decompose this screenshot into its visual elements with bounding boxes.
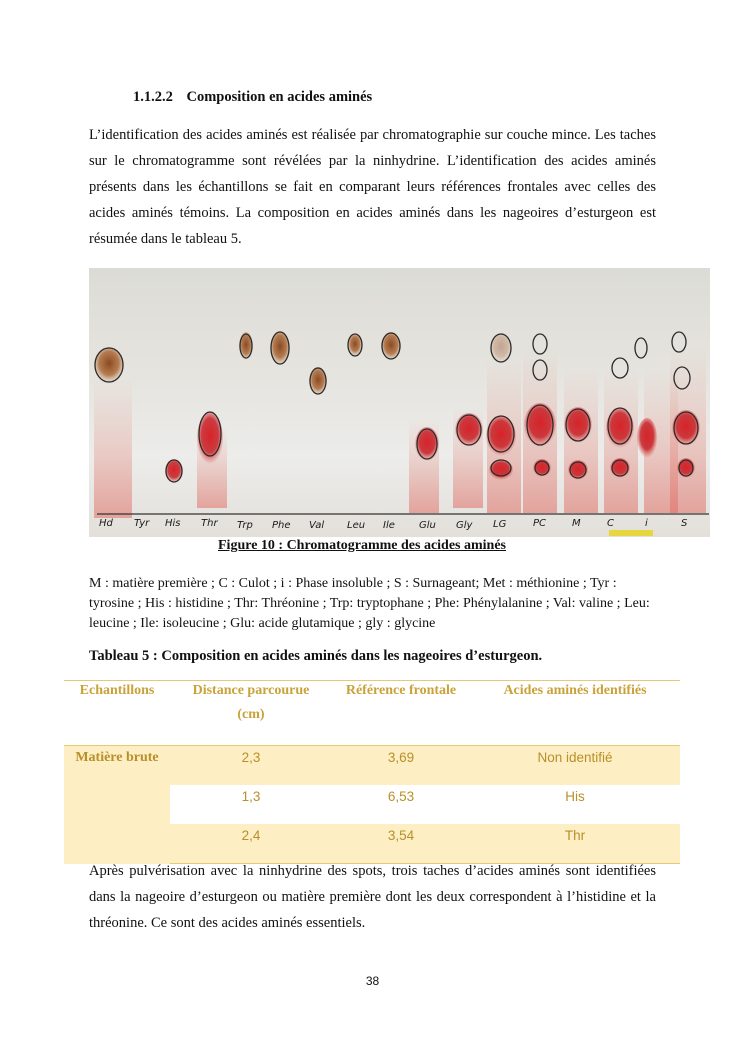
intro-paragraph: L’identification des acides aminés est réalisée par chromatographie sur couche mince. Les taches sur le chromatogramme sont révélées par la ninhydrine. L’identification des acides aminés présents dans les échantillons se fait en comparant leurs références frontales avec celles des acides aminés témoins. La composition en acides aminés dans les nageoires d’esturgeon est résumée dans le tableau 5. [89, 127, 656, 247]
lane-label: S [681, 518, 688, 529]
lane-label: Ile [383, 520, 395, 531]
section-number: 1.1.2.2 [133, 89, 173, 105]
lane-label: LG [493, 519, 507, 530]
lane-label: His [165, 518, 181, 529]
lane-label: Trp [237, 520, 253, 531]
lane-label: Gly [456, 520, 473, 531]
lane-label: Hd [99, 518, 113, 529]
header-amino-acids: Acides aminés identifiés [470, 681, 680, 746]
reference-cell: 6,53 [387, 789, 415, 804]
section-title: Composition en acides aminés [186, 89, 373, 105]
table-header-row [64, 681, 680, 746]
amino-cell: His [565, 789, 585, 804]
lane-label: M [572, 518, 581, 529]
reference-cell: 3,69 [332, 746, 470, 786]
lane-label: Thr [201, 518, 218, 529]
lane-label: Leu [347, 520, 366, 531]
abbreviation-legend: M : matière première ; C : Culot ; i : Phase insoluble ; S : Surnageant; Met : méthionine ; Tyr : tyrosine ; His : histidine ; Thr: Thréonine ; Trp: tryptophane ; Phe: Phénylalanine ; Val: valine ; Leu: leucine ; Ile: isoleucine ; Glu: acide glutamique ; gly : glycine [89, 576, 650, 631]
lane-label: Val [309, 520, 325, 531]
distance-cell: 1,3 [241, 789, 261, 804]
page-number: 38 [365, 974, 380, 988]
figure-caption: Figure 10 : Chromatogramme des acides aminés [218, 538, 506, 553]
lane-label: Phe [272, 520, 291, 531]
amino-acid-table [64, 680, 680, 864]
lane-label: i [645, 518, 648, 529]
lane-label: PC [533, 518, 547, 529]
section-heading [133, 89, 372, 106]
header-distance: Distance parcourue (cm) [170, 681, 332, 746]
table-row [64, 746, 680, 786]
conclusion-paragraph: Après pulvérisation avec la ninhydrine des spots, trois taches d’acides aminés sont identifiées dans la nageoire d’esturgeon ou matière première dont les deux correspondent à l’histidine et la thréonine. Ce sont des acides aminés essentiels. [89, 863, 656, 931]
lane-label: C [607, 518, 614, 529]
table-title: Tableau 5 : Composition en acides aminés dans les nageoires d’esturgeon. [89, 648, 543, 664]
amino-cell: Thr [470, 824, 680, 864]
header-samples: Echantillons [64, 681, 170, 746]
chromatogram-photo [89, 268, 710, 537]
lane-label: Glu [419, 520, 436, 531]
sample-cell: Matière brute [64, 746, 170, 864]
chromatogram-image [89, 268, 710, 537]
distance-cell: 2,4 [170, 824, 332, 864]
header-reference: Référence frontale [332, 681, 470, 746]
distance-cell: 2,3 [170, 746, 332, 786]
reference-cell: 3,54 [332, 824, 470, 864]
amino-cell: Non identifié [470, 746, 680, 786]
lane-label: Tyr [134, 518, 150, 529]
